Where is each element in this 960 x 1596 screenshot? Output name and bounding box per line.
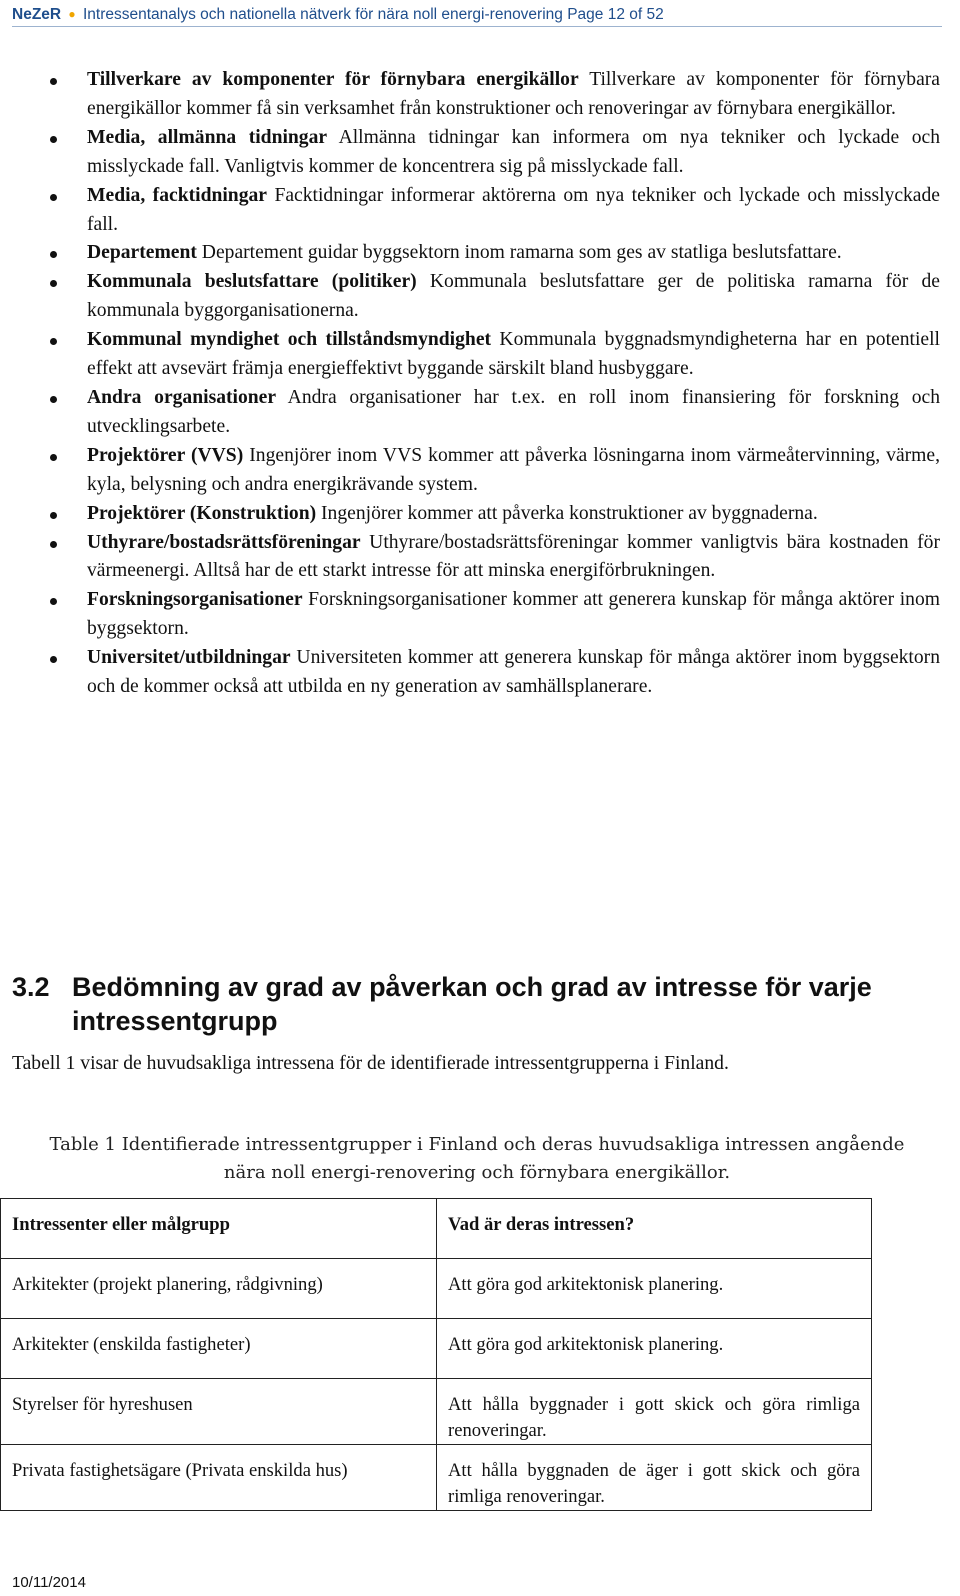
list-item-term: Departement — [87, 242, 197, 264]
list-item-term: Kommunala beslutsfattare (politiker) — [87, 271, 417, 293]
section-title: Bedömning av grad av påverkan och grad av intresse för varje intressentgrupp — [72, 972, 872, 1036]
bullet-icon — [50, 338, 57, 345]
list-item — [56, 239, 940, 268]
page-footer-date: 10/11/2014 — [12, 1574, 86, 1591]
header-title: Intressentanalys och nationella nätverk för nära noll energi-renovering Page 12 of 52 — [82, 6, 664, 23]
list-item-text: Kommunala byggnadsmyndigheterna har en potentiell effekt att avsevärt främja energieffektivt byggande särskilt bland husbyggare. — [87, 329, 940, 380]
table-caption — [12, 1131, 942, 1187]
table-cell: Privata fastighetsägare (Privata enskilda hus) — [1, 1445, 437, 1511]
table-cell: Att hålla byggnader i gott skick och göra rimliga renoveringar. — [437, 1379, 872, 1445]
column-header: Intressenter eller målgrupp — [1, 1199, 437, 1259]
bullet-icon — [50, 454, 57, 461]
list-item — [56, 644, 940, 702]
table-header-row — [1, 1199, 872, 1259]
list-item — [56, 500, 940, 529]
table-cell: Styrelser för hyreshusen — [1, 1379, 437, 1445]
list-item-text: Forskningsorganisationer kommer att generera kunskap för många aktörer inom byggsektorn. — [87, 589, 940, 640]
caption-line: Table 1 Identifierade intressentgrupper i Finland och deras huvudsakliga intressen angående — [49, 1134, 905, 1155]
list-item-term: Media, allmänna tidningar — [87, 126, 328, 148]
list-item — [56, 326, 940, 384]
list-item-term: Andra organisationer — [87, 386, 277, 408]
list-item — [56, 384, 940, 442]
list-item — [56, 442, 940, 500]
bullet-icon — [50, 78, 57, 85]
bullet-icon — [50, 541, 57, 548]
list-item — [56, 529, 940, 587]
list-item-text: Departement guidar byggsektorn inom ramarna som ges av statliga beslutsfattare. — [196, 242, 842, 264]
list-item-term: Universitet/utbildningar — [87, 647, 291, 669]
table-cell: Att hålla byggnaden de äger i gott skick och göra rimliga renoveringar. — [437, 1445, 872, 1511]
intro-paragraph: Tabell 1 visar de huvudsakliga intressena för de identifierade intressentgrupperna i Finland. — [12, 1053, 729, 1074]
caption-line: nära noll energi-renovering och förnybara energikällor. — [223, 1162, 731, 1183]
list-item-text: Facktidningar informerar aktörerna om nya tekniker och lyckade och misslyckade fall. — [87, 184, 940, 235]
table-row — [1, 1259, 872, 1319]
list-item-text: Tillverkare av komponenter för förnybara energikällor kommer få sin verksamhet från konstruktioner och renoveringar av förnybara energikällor. — [87, 69, 940, 119]
list-item — [56, 268, 940, 326]
list-item-term: Media, facktidningar — [87, 184, 267, 206]
section-heading — [12, 970, 932, 1038]
bullet-icon — [50, 251, 57, 258]
list-item-text: Ingenjörer inom VVS kommer att påverka lösningarna inom värmeåtervinning, värme, kyla, belysning och andra energikrävande system. — [87, 444, 940, 495]
header-brand: NeZeR — [12, 6, 62, 23]
list-item-text: Kommunala beslutsfattare ger de politiska ramarna för de kommunala byggorganisationerna. — [87, 271, 940, 322]
stakeholder-table — [0, 1198, 872, 1511]
list-item — [56, 182, 940, 240]
list-item — [56, 586, 940, 644]
table-row — [1, 1445, 872, 1511]
table-row — [1, 1319, 872, 1379]
list-item-term: Kommunal myndighet och tillståndsmyndighet — [87, 329, 492, 351]
bullet-icon — [50, 136, 57, 143]
table-cell: Arkitekter (projekt planering, rådgivning) — [1, 1259, 437, 1319]
bullet-icon — [50, 656, 57, 663]
column-header: Vad är deras intressen? — [437, 1199, 872, 1259]
list-item-text: Andra organisationer har t.ex. en roll inom finansiering för forskning och utvecklingsarbete. — [87, 386, 940, 437]
page-header — [12, 2, 942, 26]
bullet-icon — [50, 512, 57, 519]
header-rule — [12, 26, 942, 27]
list-item-text: Universiteten kommer att generera kunskap för många aktörer inom byggsektorn och de kommer också att utbilda en ny generation av samhällsplanerare. — [87, 647, 940, 698]
list-item-term: Projektörer (Konstruktion) — [87, 502, 317, 524]
table-cell: Att göra god arkitektonisk planering. — [437, 1319, 872, 1379]
list-item-term: Projektörer (VVS) — [87, 444, 244, 466]
list-item-term: Uthyrare/bostadsrättsföreningar — [87, 531, 361, 553]
list-item-text: Uthyrare/bostadsrättsföreningar kommer vanligtvis bära kostnaden för värmeenergi. Alltså har de ett starkt intresse för att minska energiförbrukningen. — [87, 531, 940, 582]
list-item-text: Allmänna tidningar kan informera om nya tekniker och lyckade och misslyckade fall. Vanligtvis kommer de koncentrera sig på misslyckade fall. — [87, 126, 941, 177]
table-row — [1, 1379, 872, 1445]
bullet-icon — [50, 396, 57, 403]
list-item — [56, 66, 940, 124]
bullet-icon — [50, 598, 57, 605]
table-cell: Att göra god arkitektonisk planering. — [437, 1259, 872, 1319]
bullet-dot-icon: ● — [68, 7, 76, 21]
section-number: 3.2 — [12, 972, 50, 1002]
list-item-text: Ingenjörer kommer att påverka konstruktioner av byggnaderna. — [316, 502, 818, 524]
stakeholder-list — [56, 66, 940, 702]
bullet-icon — [50, 280, 57, 287]
bullet-icon — [50, 194, 57, 201]
table-cell: Arkitekter (enskilda fastigheter) — [1, 1319, 437, 1379]
list-item-term: Forskningsorganisationer — [87, 589, 303, 611]
list-item — [56, 124, 940, 182]
list-item-term: Tillverkare av komponenter för förnybara energikällor — [87, 69, 579, 90]
